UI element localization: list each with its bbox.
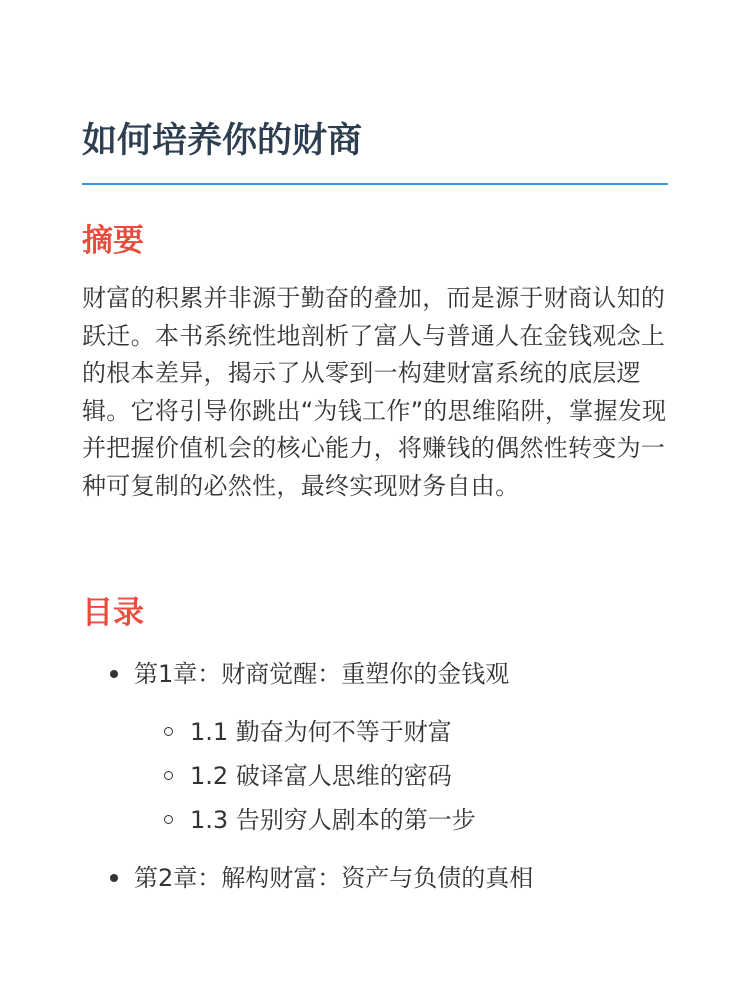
toc-chapter-1 (82, 652, 668, 842)
bullet-dot-icon (110, 874, 118, 882)
chapter-label: 第1章：财商觉醒：重塑你的金钱观 (134, 660, 510, 688)
section-label: 1.2 破译富人思维的密码 (190, 762, 452, 790)
bullet-dot-icon (110, 670, 118, 678)
section-label: 1.3 告别穷人剧本的第一步 (190, 806, 476, 834)
title-divider (82, 183, 668, 185)
toc-section-1-1 (134, 710, 668, 754)
summary-paragraph: 财富的积累并非源于勤奋的叠加，而是源于财商认知的跃迁。本书系统性地剖析了富人与普通人在金钱观念上的根本差异，揭示了从零到一构建财富系统的底层逻辑。它将引导你跳出“为钱工作”的思维陷阱，掌握发现并把握价值机会的核心能力，将赚钱的偶然性转变为一种可复制的必然性，最终实现财务自由。 (82, 284, 667, 500)
page-title: 如何培养你的财商 (82, 121, 363, 161)
bullet-circle-icon (164, 815, 173, 824)
toc-heading: 目录 (82, 595, 144, 631)
toc-section-1-3 (134, 798, 668, 842)
toc-chapter-2 (82, 856, 668, 900)
bullet-circle-icon (164, 727, 173, 736)
table-of-contents (82, 652, 668, 900)
chapter-1-sections (134, 710, 668, 842)
bullet-circle-icon (164, 771, 173, 780)
toc-section-1-2 (134, 754, 668, 798)
section-label: 1.1 勤奋为何不等于财富 (190, 718, 452, 746)
chapter-label: 第2章：解构财富：资产与负债的真相 (134, 864, 534, 892)
summary-heading: 摘要 (82, 223, 144, 259)
